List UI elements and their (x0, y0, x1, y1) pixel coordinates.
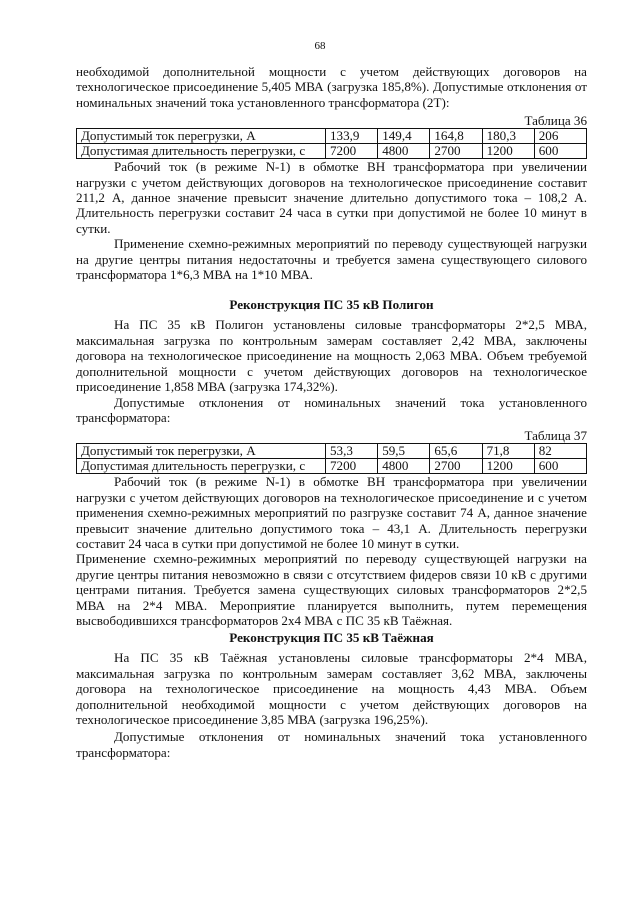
paragraph-7: Применение схемно-режимных мероприятий по переводу существующей нагрузки на другие центры питания невозможно в связи с отсутствием фидеров связи 10 кВ с другими центрами питания. Требуется замена существующих силовых трансформаторов 2*2,5 МВА на 2*4 МВА. Мероприятие планируется выполнить, путем перемещения высвободившихся трансформаторов 2х4 МВА с ПС 35 кВ Таёжная. (76, 551, 587, 628)
paragraph-6: Рабочий ток (в режиме N-1) в обмотке ВН трансформатора при увеличении нагрузки с учетом действующих договоров на технологическое присоединение и с учетом применения схемно-режимных мероприятий по разгрузке составит 74 А, данное значение превысит значение длительно допустимого тока – 43,1 А. Длительность перегрузки составит 24 часа в сутки при допустимой не более 10 минут в сутки. (76, 474, 587, 551)
document-body (76, 64, 587, 760)
paragraph-9: Допустимые отклонения от номинальных значений тока установленного трансформатора: (76, 729, 587, 760)
table-row (77, 144, 587, 159)
table-cell-label: Допустимая длительность перегрузки, с (77, 459, 326, 474)
table-cell: 53,3 (326, 444, 378, 459)
table-cell: 1200 (482, 144, 534, 159)
table-cell: 1200 (482, 459, 534, 474)
table-row (77, 444, 587, 459)
table-37-caption: Таблица 37 (524, 428, 587, 444)
table-cell: 2700 (430, 144, 482, 159)
table-cell-label: Допустимый ток перегрузки, А (77, 129, 326, 144)
paragraph-5: Допустимые отклонения от номинальных значений тока установленного трансформатора: (76, 394, 587, 425)
paragraph-2: Рабочий ток (в режиме N-1) в обмотке ВН трансформатора при увеличении нагрузки с учетом действующих договоров на технологическое присоединение составит 211,2 А, данное значение превысит значение длительно допустимого тока – 108,2 А. Длительность перегрузки составит 24 часа в сутки при допустимой не более 10 минут в сутки. (76, 159, 587, 236)
table-row (77, 459, 587, 474)
table-cell: 2700 (430, 459, 482, 474)
table-cell: 71,8 (482, 444, 534, 459)
section-heading-taezhnaya: Реконструкция ПС 35 кВ Таёжная (229, 630, 434, 646)
table-cell: 82 (534, 444, 586, 459)
table-36 (76, 128, 587, 159)
table-cell: 59,5 (378, 444, 430, 459)
table-cell: 7200 (326, 144, 378, 159)
paragraph-1: необходимой дополнительной мощности с учетом действующих договоров на технологическое присоединение 5,405 МВА (загрузка 185,8%). Допустимые отклонения от номинальных значений тока установленного трансформатора (2Т): (76, 64, 587, 110)
table-cell: 133,9 (326, 129, 378, 144)
table-37 (76, 443, 587, 474)
table-36-caption: Таблица 36 (524, 113, 587, 129)
table-cell: 206 (534, 129, 586, 144)
table-cell: 149,4 (378, 129, 430, 144)
table-cell: 4800 (378, 459, 430, 474)
table-cell: 7200 (326, 459, 378, 474)
table-cell: 164,8 (430, 129, 482, 144)
section-heading-poligon: Реконструкция ПС 35 кВ Полигон (229, 297, 434, 313)
paragraph-3: Применение схемно-режимных мероприятий по переводу существующей нагрузки на другие центры питания недостаточны и требуется замена существующего силового трансформатора 1*6,3 МВА на 1*10 МВА. (76, 236, 587, 283)
table-cell-label: Допустимый ток перегрузки, А (77, 444, 326, 459)
paragraph-8: На ПС 35 кВ Таёжная установлены силовые трансформаторы 2*4 МВА, максимальная загрузка по контрольным замерам составляет 3,62 МВА, заключены договора на технологическое присоединение на мощность 4,43 МВА. Объем дополнительной необходимой мощности с учетом действующих договоров на технологическое присоединение 3,85 МВА (загрузка 196,25%). (76, 650, 587, 727)
table-cell: 600 (534, 459, 586, 474)
table-cell-label: Допустимая длительность перегрузки, с (77, 144, 326, 159)
table-cell: 65,6 (430, 444, 482, 459)
table-cell: 180,3 (482, 129, 534, 144)
table-cell: 600 (534, 144, 586, 159)
paragraph-4: На ПС 35 кВ Полигон установлены силовые трансформаторы 2*2,5 МВА, максимальная загрузка по контрольным замерам составляет 2,42 МВА, заключены договора на технологическое присоединение на мощность 2,063 МВА. Объем требуемой дополнительной мощности с учетом действующих договоров на технологическое присоединение 1,858 МВА (загрузка 174,32%). (76, 317, 587, 395)
table-cell: 4800 (378, 144, 430, 159)
table-row (77, 129, 587, 144)
page-number: 68 (314, 40, 326, 52)
